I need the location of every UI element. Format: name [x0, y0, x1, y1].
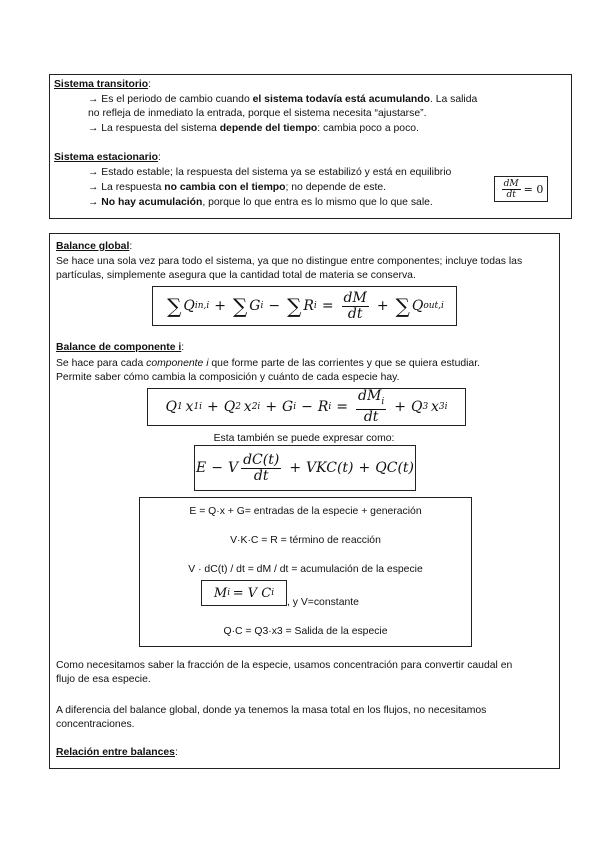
definition-entradas: E = Q·x + G= entradas de la especie + generación — [189, 506, 422, 517]
component-balance-equation: Q 1 x 1i + Q 2 x 2i + G i − R i = $\frac{dM_i}{dt}$ + Q 3 x 3i — [147, 388, 466, 426]
also-expressed-as: Esta también se puede expresar como: — [213, 433, 395, 444]
componente-heading: Balance de componente i — [56, 342, 182, 353]
definition-acumulacion: V · dC(t) / dt = dM / dt = acumulación de la especie — [188, 564, 423, 575]
definition-salida: Q·C = Q3·x3 = Salida de la especie — [223, 626, 388, 637]
mass-concentration-equation: M i = V C i — [201, 580, 287, 606]
global-heading: Balance global — [56, 241, 130, 252]
transitorio-heading-line: Sistema transitorio: — [54, 79, 152, 90]
componente-line-2: Permite saber cómo cambia la composición y cuánto de cada especie hay. — [56, 372, 400, 383]
definition-v-constante: , y V=constante — [287, 597, 359, 608]
estacionario-line-3: → No hay acumulación, porque lo que entra es lo mismo que lo que sale. — [88, 197, 433, 208]
estacionario-line-1: → Estado estable; la respuesta del sistema ya se estabilizó y está en equilibrio — [88, 167, 452, 178]
transitorio-line-2: no refleja de inmediato la entrada, porque el sistema necesita “ajustarse”. — [88, 108, 427, 119]
componente-heading-line: Balance de componente i: — [56, 342, 185, 353]
paragraph-1-line-1: Como necesitamos saber la fracción de la especie, usamos concentración para convertir caudal en — [56, 660, 513, 671]
estacionario-heading-line: Sistema estacionario: — [54, 152, 161, 163]
componente-line-1: Se hace para cada componente i que forme parte de las corrientes y que se quiera estudiar. — [56, 358, 480, 369]
estacionario-heading: Sistema estacionario — [54, 152, 158, 163]
relacion-heading: Relación entre balances — [56, 747, 175, 758]
transitorio-line-3: → La respuesta del sistema depende del tiempo: cambia poco a poco. — [88, 123, 419, 134]
transitorio-heading: Sistema transitorio — [54, 79, 149, 90]
paragraph-2-line-1: A diferencia del balance global, donde ya tenemos la masa total en los flujos, no necesitamos — [56, 705, 487, 716]
paragraph-2-line-2: concentraciones. — [56, 719, 135, 730]
definition-reaccion: V·K·C = R = término de reacción — [230, 535, 381, 546]
transitorio-line-1: → Es el periodo de cambio cuando el sistema todavía está acumulando. La salida — [88, 94, 478, 105]
paragraph-1-line-2: flujo de esa especie. — [56, 674, 151, 685]
global-balance-equation: ∑ Q in,i + ∑ G i − ∑ R i = $\frac{dM}{dt}$ + ∑ Q out,i — [152, 286, 457, 326]
global-line-2: partículas, simplemente asegura que la cantidad total de materia se conserva. — [56, 270, 416, 281]
global-heading-line: Balance global: — [56, 241, 133, 252]
relacion-heading-line: Relación entre balances: — [56, 747, 178, 758]
estacionario-line-2: → La respuesta no cambia con el tiempo; no depende de este. — [88, 182, 387, 193]
steady-state-equation: $\frac{dM}{dt}$ = 0 — [494, 176, 548, 202]
global-line-1: Se hace una sola vez para todo el sistema, ya que no distingue entre componentes; incluye todas las — [56, 256, 523, 267]
concentration-equation: E − V $\frac{dC(t)}{dt}$ + VKC(t) + QC(t) — [194, 445, 416, 491]
